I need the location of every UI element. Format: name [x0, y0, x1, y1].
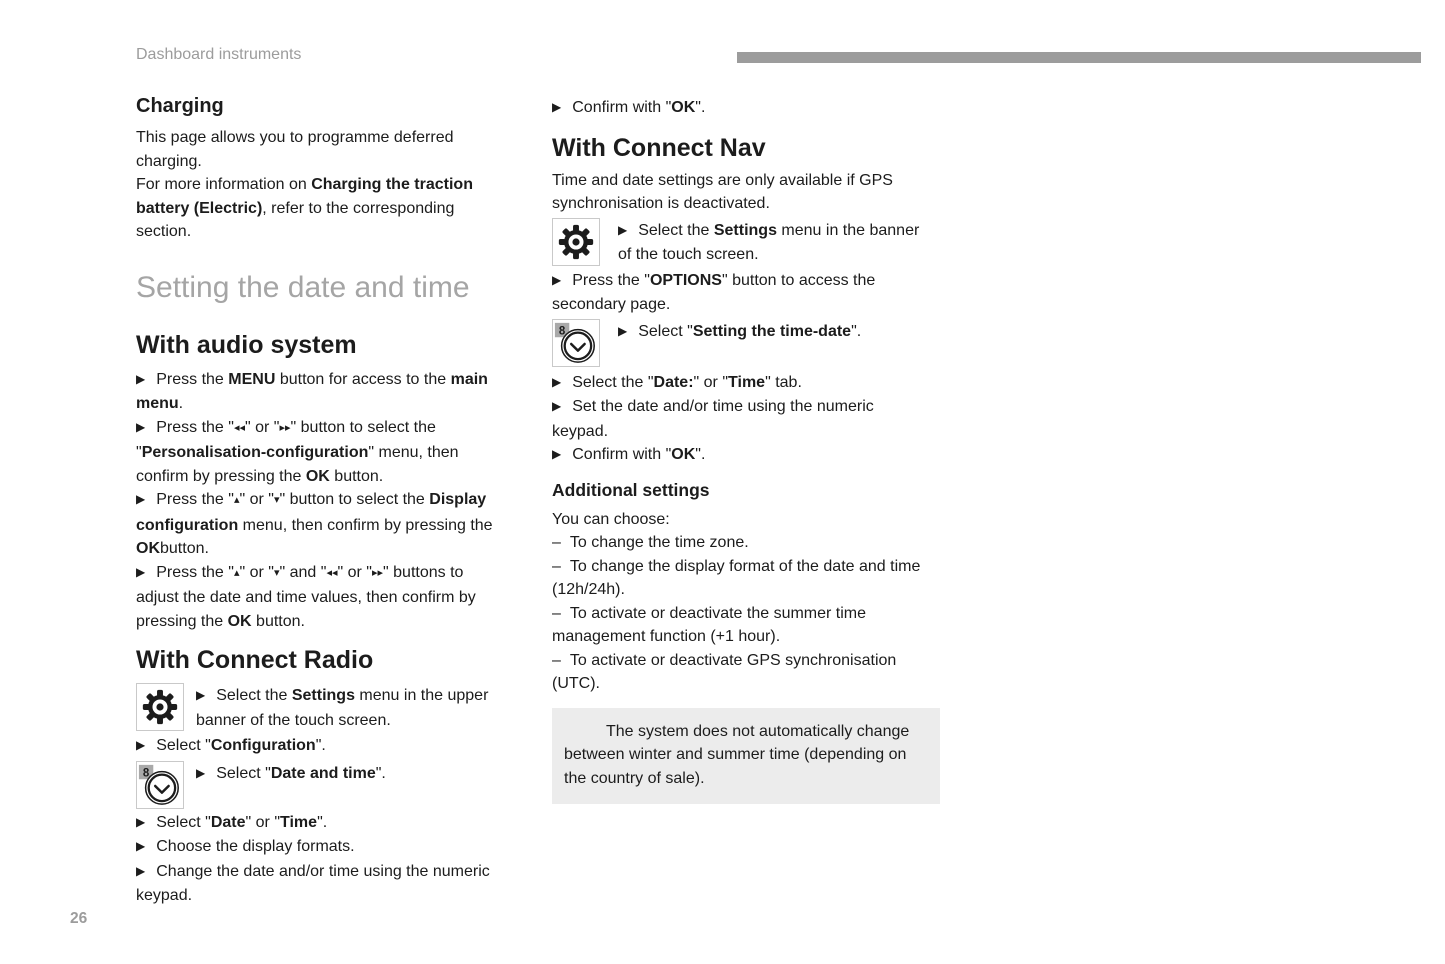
- bullet-arrow-icon: ▶: [552, 447, 562, 461]
- dash-marker: –: [552, 604, 561, 622]
- bullet-arrow-icon: ▶: [552, 272, 562, 287]
- bullet-text: Select "Date and time".: [216, 764, 386, 782]
- bullet-text: Press the MENU button for access to the main menu.: [136, 370, 488, 412]
- bullet-item: [196, 761, 386, 787]
- dash-marker: –: [552, 651, 561, 669]
- bullet-item: [618, 319, 861, 345]
- bullet-item: [552, 395, 932, 443]
- dash-list-item: [552, 649, 932, 696]
- bullet-text: Set the date and/or time using the numeric keypad.: [552, 398, 874, 440]
- gear-icon-box: [136, 683, 184, 731]
- settings-icon-row: [136, 683, 508, 732]
- bullet-text: Select the "Date:" or "Time" tab.: [572, 373, 802, 391]
- bullet-item: [552, 443, 932, 468]
- bullet-arrow-icon: ▶: [136, 839, 146, 853]
- bullet-arrow-icon: ▶: [136, 371, 146, 386]
- bullet-item: [552, 96, 932, 121]
- dash-text: To activate or deactivate the summer time management function (+1 hour).: [552, 604, 867, 645]
- additional-settings-heading: Additional settings: [552, 479, 710, 500]
- bullet-text: Press the "▴" or "▾" button to select the Display configuration menu, then confirm by pressing the OKbutton.: [136, 491, 493, 557]
- bullet-arrow-icon: ▶: [618, 222, 628, 237]
- dash-list-item: [552, 555, 932, 602]
- bullet-text: Choose the display formats.: [156, 838, 355, 855]
- bullet-text: Press the "◂◂" or "▸▸" button to select the "Personalisation-configuration" menu, then confirm by pressing the OK button.: [136, 418, 459, 485]
- right-column: [552, 94, 932, 804]
- bullet-item: [136, 734, 508, 759]
- dash-list-item: [552, 531, 932, 555]
- dash-text: To change the display format of the date and time (12h/24h).: [552, 557, 921, 598]
- dash-marker: –: [552, 534, 561, 551]
- dash-text: To activate or deactivate GPS synchronisation (UTC).: [552, 651, 897, 692]
- bullet-item: [136, 561, 508, 634]
- dash-list-item: [552, 602, 932, 649]
- bullet-item: [136, 488, 508, 561]
- clock-icon-box: [552, 319, 600, 367]
- bullet-arrow-icon: ▶: [618, 323, 628, 338]
- bullet-text: Press the "OPTIONS" button to access the secondary page.: [552, 271, 876, 313]
- bullet-item: [136, 860, 508, 908]
- bullet-text: Select the Settings menu in the upper banner of the touch screen.: [196, 687, 489, 729]
- bullet-arrow-icon: ▶: [136, 814, 146, 829]
- clock-icon: [137, 762, 183, 808]
- page-header-title: Dashboard instruments: [136, 46, 302, 63]
- date-time-icon-row: [552, 319, 932, 367]
- charging-paragraph: For more information on Charging the traction battery (Electric), refer to the corresponding section.: [136, 176, 473, 240]
- section-title-date-time: Setting the date and time: [136, 270, 470, 304]
- bullet-item: [136, 416, 508, 489]
- bullet-item: [196, 683, 508, 732]
- bullet-item: [618, 218, 932, 267]
- bullet-arrow-icon: ▶: [552, 374, 562, 389]
- bullet-item: [136, 368, 508, 416]
- bullet-text: Confirm with "OK".: [572, 99, 706, 116]
- bullet-item: [552, 371, 932, 396]
- bullet-arrow-icon: ▶: [196, 765, 206, 780]
- charging-heading: Charging: [136, 95, 224, 117]
- bullet-text: Select "Configuration".: [156, 737, 326, 754]
- bullet-arrow-icon: ▶: [136, 863, 146, 878]
- charging-paragraph: This page allows you to programme deferred charging.: [136, 129, 454, 170]
- gear-icon: [142, 689, 178, 725]
- audio-system-heading: With audio system: [136, 330, 357, 359]
- bullet-arrow-icon: ▶: [136, 419, 146, 434]
- bullet-text: Select "Date" or "Time".: [156, 813, 328, 831]
- bullet-arrow-icon: ▶: [196, 688, 206, 702]
- dash-marker: –: [552, 557, 561, 575]
- bullet-item: [136, 835, 508, 860]
- bullet-arrow-icon: ▶: [552, 399, 562, 413]
- bullet-text: Press the "▴" or "▾" and "◂◂" or "▸▸" buttons to adjust the date and time values, then confirm by pressing the OK button.: [136, 563, 476, 630]
- bullet-arrow-icon: ▶: [136, 738, 146, 752]
- dash-text: To change the time zone.: [569, 534, 749, 551]
- bullet-text: Change the date and/or time using the numeric keypad.: [136, 862, 490, 904]
- settings-icon-row: [552, 218, 932, 267]
- gear-icon: [558, 224, 594, 260]
- left-column: [136, 94, 508, 908]
- header-rule-bar: [737, 52, 1421, 63]
- connect-radio-heading: With Connect Radio: [136, 646, 374, 674]
- bullet-text: Select "Setting the time-date".: [638, 322, 862, 340]
- bullet-arrow-icon: ▶: [136, 492, 146, 506]
- clock-badge-number: 8: [142, 766, 150, 779]
- gear-icon-box: [552, 218, 600, 266]
- nav-intro-paragraph: Time and date settings are only available if GPS synchronisation is deactivated.: [552, 171, 893, 212]
- additional-intro: You can choose:: [552, 510, 670, 528]
- clock-badge-number: 8: [558, 324, 566, 337]
- info-callout-box: [552, 708, 940, 805]
- bullet-text: Select the Settings menu in the banner of the touch screen.: [618, 221, 920, 263]
- date-time-icon-row: [136, 761, 508, 809]
- connect-nav-heading: With Connect Nav: [552, 133, 766, 162]
- bullet-text: Confirm with "OK".: [572, 446, 706, 463]
- info-text: The system does not automatically change between winter and summer time (depending on the country of sale).: [564, 722, 910, 787]
- bullet-arrow-icon: ▶: [136, 564, 146, 579]
- page-number: 26: [70, 910, 88, 927]
- bullet-item: [552, 269, 932, 317]
- bullet-arrow-icon: ▶: [552, 100, 562, 114]
- clock-icon-box: [136, 761, 184, 809]
- clock-icon: [553, 320, 599, 366]
- bullet-item: [136, 811, 508, 836]
